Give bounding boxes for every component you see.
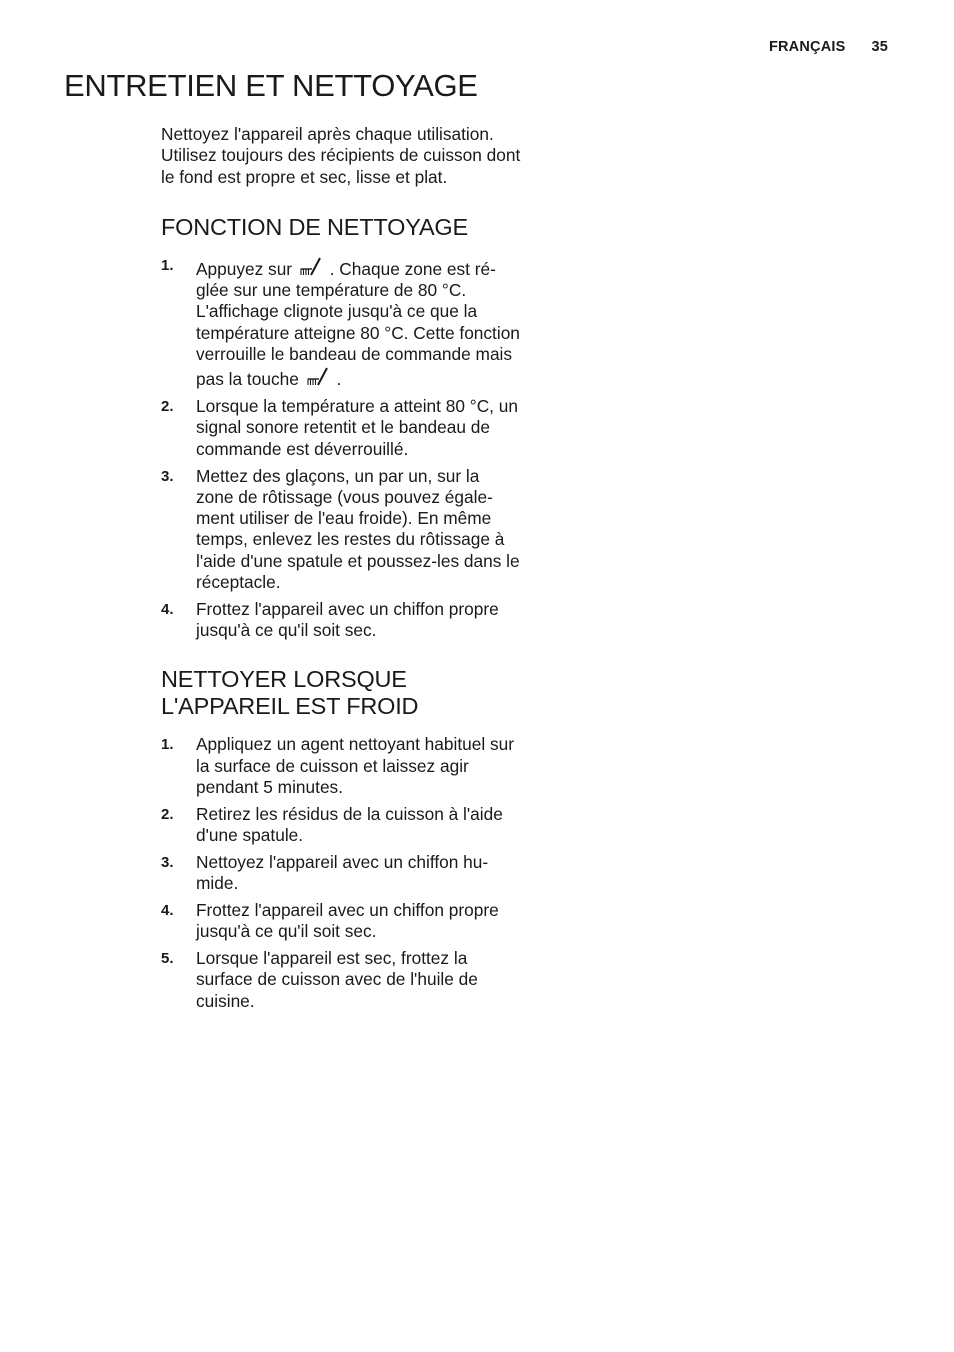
cleaning-function-icon: [305, 365, 331, 389]
list-item: [161, 466, 521, 594]
cold-cleaning-steps: [161, 734, 521, 1012]
step-text: Frottez l'appareil avec un chiffon propre jusqu'à ce qu'il soit sec.: [196, 900, 499, 942]
step-text: Appuyez sur: [196, 258, 293, 279]
list-item: [161, 804, 521, 847]
step-number: 4.: [161, 600, 174, 618]
step-text: Lorsque la température a atteint 80 °C, un signal sonore retentit et le bandeau de commande est déverrouillé.: [196, 396, 519, 459]
step-text: Mettez des glaçons, un par un, sur la zone de rôtissage (vous pouvez également utiliser de l'eau froide). En même temps, enlevez les restes du rôtissage à l'aide d'une spatule et poussez-les dans le réceptacle.: [196, 465, 520, 593]
step-number: 2.: [161, 398, 174, 416]
page-number: 35: [871, 39, 888, 55]
heading-line: L'APPAREIL EST FROID: [161, 693, 419, 720]
page-title: ENTRETIEN ET NETTOYAGE: [64, 68, 478, 103]
cleaning-function-steps: [161, 255, 521, 642]
intro-paragraph: Nettoyez l'appareil après chaque utilisation. Utilisez toujours des récipients de cuisson dont le fond est propre et sec, lisse et plat.: [161, 124, 521, 187]
step-text: Retirez les résidus de la cuisson à l'aide d'une spatule.: [196, 803, 503, 846]
list-item: [161, 900, 521, 943]
list-item: [161, 852, 521, 895]
list-item: [161, 255, 521, 391]
step-number: 5.: [161, 950, 174, 968]
step-number: 3.: [161, 467, 174, 485]
step-text: Appliquez un agent nettoyant habituel sur la surface de cuisson et laissez agir pendant 5 minutes.: [196, 734, 515, 798]
step-number: 4.: [161, 902, 174, 920]
language-label: FRANÇAIS: [768, 39, 846, 55]
heading-line: NETTOYER LORSQUE: [161, 666, 407, 693]
step-text: Nettoyez l'appareil avec un chiffon humide.: [196, 851, 489, 894]
step-text: Frottez l'appareil avec un chiffon propre jusqu'à ce qu'il soit sec.: [196, 598, 499, 641]
list-item: [161, 948, 521, 1012]
list-item: [161, 599, 521, 642]
section-heading-cold-cleaning: [161, 666, 521, 720]
step-text: Lorsque l'appareil est sec, frottez la surface de cuisson avec de l'huile de cuisine.: [196, 948, 478, 1011]
step-number: 2.: [161, 805, 174, 823]
page-header: [769, 39, 888, 55]
section-heading-cleaning-function: FONCTION DE NETTOYAGE: [161, 213, 468, 240]
step-number: 1.: [161, 256, 174, 274]
list-item: [161, 396, 521, 460]
step-text: .: [336, 369, 342, 390]
step-number: 1.: [161, 736, 174, 754]
step-text: . Chaque zone est réglée sur une température de 80 °C. L'affichage clignote jusqu'à ce que la température atteigne 80 °C. Cette fonction verrouille le bandeau de commande mais pas la touche: [196, 258, 520, 390]
step-number: 3.: [161, 853, 174, 871]
list-item: [161, 734, 521, 798]
content-column: [161, 124, 521, 1018]
cleaning-function-icon: [298, 255, 324, 279]
